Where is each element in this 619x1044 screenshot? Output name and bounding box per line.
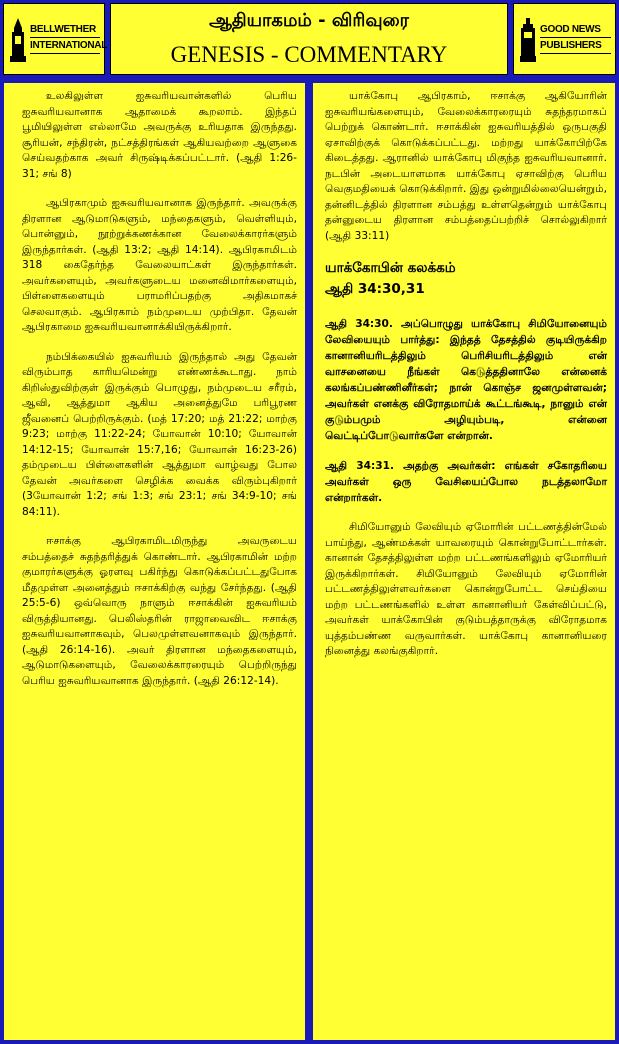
paragraph-text: சிமியோனும் லேவியும் ஏமோரின் பட்டணத்தின்மேல் பாய்ந்து, ஆண்மக்கள் யாவரையும் கொன்றுபோட்டார்கள். கானான் தேசத்திலுள்ள மற்ற பட்டணங்களிலும் ஏமோரியர் இருக்கிறார்கள். சிமியோனும் லேவியும் ஏமோரின் பட்டணத்திலுள்ளவர்களை கொன்றுபோட்ட செய்தியை மற்ற பட்டணங்களில் உள்ள கானானியர் கேள்விப்பட்டு, அவர்கள் யாக்கோபின் குடும்பத்தாருக்கு விரோதமாக யுத்தம்பண்ண வருவார்கள். யாக்கோபு கானானியரை நினைத்து கலங்குகிறார்.: [325, 521, 607, 657]
section-heading-reference: ஆதி 34:30,31: [325, 281, 425, 297]
paragraph-text: ஈசாக்கு ஆபிரகாமிடமிருந்து அவருடைய சம்பத்தைச் சுதந்தரித்துக் கொண்டார். ஆபிரகாமின் மற்ற குமாரர்களுக்கு ஓரளவு பகிர்ந்து கொடுக்கப்பட்டதுபோக மீதமுள்ள அனைத்தும் ஈசாக்கிற்கு வந்து சேர்ந்தது. (ஆதி 25:5-6) ஒவ்வொரு நாளும் ஈசாக்கின் ஐசுவரியம் விருத்தியானது. பெலிஸ்தரின் ராஜாவைவிட ஈசாக்கு ஐசுவரியவானாகவும், பெலமுள்ளவனாகவும் இருந்தார். (ஆதி 26:14-16). அவர் திரளான மந்தைகளையும், ஆடுமாடுகளையும், வேலைக்காரரையும் பெற்றிருந்து பெரிய ஐசுவரியவானாக இருந்தார். (ஆதி 26:12-14).: [22, 535, 297, 687]
right-intro-paragraph: [325, 89, 607, 244]
right-column: [313, 83, 615, 1040]
verse-34-30: ஆதி 34:30. அப்பொழுது யாக்கோபு சிமியோனையும் லேவியையும் பார்த்து: இந்தத் தேசத்தில் குடியிருக்கிற கானானியரிடத்திலும் பெரிசியரிடத்திலும் என் வாசனையை நீங்கள் கெடுத்ததினாலே என்னைக் கலங்கப்பண்ணினீர்கள்; நான் கொஞ்ச ஜனமுள்ளவன்; அவர்கள் எனக்கு விரோதமாய்க் கூட்டங்கூடி, நானும் என் குடும்பமும் அழியும்படி, என்னை வெட்டிப்போடுவார்களே என்றான்.: [325, 318, 607, 442]
page-header: [0, 0, 619, 80]
paragraph-text: யாக்கோபு ஆபிரகாம், ஈசாக்கு ஆகியோரின் ஐசுவரியங்களையும், வேலைக்காரரையும் சுதந்தரமாகப் பெற்றுக் கொண்டார். ஈசாக்கின் ஐசுவரியத்தில் ஒருபகுதி ஏசாவிற்குக் கொடுக்கப்பட்டது. மற்றது யாக்கோபிற்கே கிடைத்தது. ஆரானில் யாக்கோபு மிகுந்த ஐசுவரியவானார். நடபின் அடையாளமாக யாக்கோபு ஏசாவிற்கு பெரிய வெகுமதியைக் கொடுக்கிறார். இது ஒன்றுமில்லையென்றும், தன்னிடத்தில் திரளான சம்பத்து உள்ளதென்றும் யாக்கோபு தன்னுடைய திரளான சம்பத்தைப்பற்றிச் சொல்லுகிறார் (ஆதி 33:11): [325, 90, 607, 242]
good-news-logo: [520, 16, 611, 64]
title-box: [110, 3, 508, 75]
paragraph-text: ஆபிரகாமும் ஐசுவரியவானாக இருந்தார். அவருக்கு திரளான ஆடுமாடுகளும், மந்தைகளும், வெள்ளியும், பொன்னும், நூற்றுக்கணக்கான வேலைக்காரர்களும் இருந்தார்கள். (ஆதி 13:2; ஆதி 14:14). ஆபிரகாமிடம் 318 கைதேர்ந்த வேலையாட்கள் இருந்தார்கள். அவர்களையும், அவர்களுடைய மனைவிமார்களையும், பிள்ளைகளையும் பராமரிப்பதற்கு அதிகமாகச் செலவாகும். ஆபிரகாம் நம்முடைய முற்பிதா. தேவன் ஆபிரகாமை ஐசுவரியவானாக்கியிருக்கிறார்.: [22, 197, 297, 333]
right-outro-paragraph: [325, 520, 607, 660]
paragraph-text: உலகிலுள்ள ஐசுவரியவான்களில் பெரிய ஐசுவரியவானாக ஆதாமைக் கூறலாம். இந்தப் பூமியிலுள்ள எல்லாமே அவருக்கு உரியதாக இருந்தது. சூரியன், சந்திரன், நட்சத்திரங்கள் ஆகியவற்றை ஆளுகை செய்வதற்காக அவர் சிருஷ்டிக்கப்பட்டார். (ஆதி 1:26-31; சங் 8): [22, 90, 297, 180]
good-news-logo-line1: GOOD NEWS: [540, 22, 611, 38]
section-heading: [325, 258, 607, 300]
good-news-logo-box: [513, 3, 616, 75]
paragraph-text: நம்பிக்கையில் ஐசுவரியம் இருந்தால் அது தேவன் விரும்பாத காரியமென்று எண்ணக்கூடாது. நாம் கிறிஸ்துவிற்குள் இருக்கும் பொழுது, நம்முடைய சரீரம், ஆவி, ஆத்துமா ஆகிய அனைத்துமே பரிபூரண ஜீவனைப் பெற்றிருக்கும். (மத் 17:20; மத் 21:22; மாற்கு 9:23; மாற்கு 11:22-24; யோவான் 10:10; யோவான் 14:12-15; யோவான் 15:7,16; யோவான் 16:23-26) தம்முடைய பிள்ளைகளின் ஆத்துமா வாழ்வது போல தேவன் அவர்களை செழிக்க வைக்க விரும்புகிறார் (3யோவான் 1:2; சங் 1:3; சங் 23:1; சங் 34:9-10; சங் 84:11).: [22, 350, 297, 518]
left-paragraph: [22, 350, 297, 521]
section-heading-title: யாக்கோபின் கலக்கம்: [325, 260, 456, 276]
good-news-logo-line2: PUBLISHERS: [540, 38, 611, 54]
verse-34-31: ஆதி 34:31. அதற்கு அவர்கள்: எங்கள் சகோதரியை அவர்கள் ஒரு வேசியைப்போல நடத்தலாமோ என்றார்கள்.: [325, 460, 607, 504]
bellwether-logo-line2: INTERNATIONAL: [30, 38, 100, 54]
page-title-tamil: ஆதியாகமம் - விரிவுரை: [209, 10, 409, 31]
left-paragraph: [22, 534, 297, 689]
bellwether-logo-box: [3, 3, 108, 75]
bellwether-logo-line1: BELLWETHER: [30, 22, 100, 38]
left-paragraph: [22, 196, 297, 336]
page-title-english: GENESIS - COMMENTARY: [170, 42, 448, 67]
bellwether-logo: [10, 16, 108, 64]
left-column: [4, 83, 305, 1040]
bell-tower-icon: [10, 18, 26, 62]
left-paragraph: [22, 89, 297, 182]
book-tower-icon: [520, 18, 536, 62]
